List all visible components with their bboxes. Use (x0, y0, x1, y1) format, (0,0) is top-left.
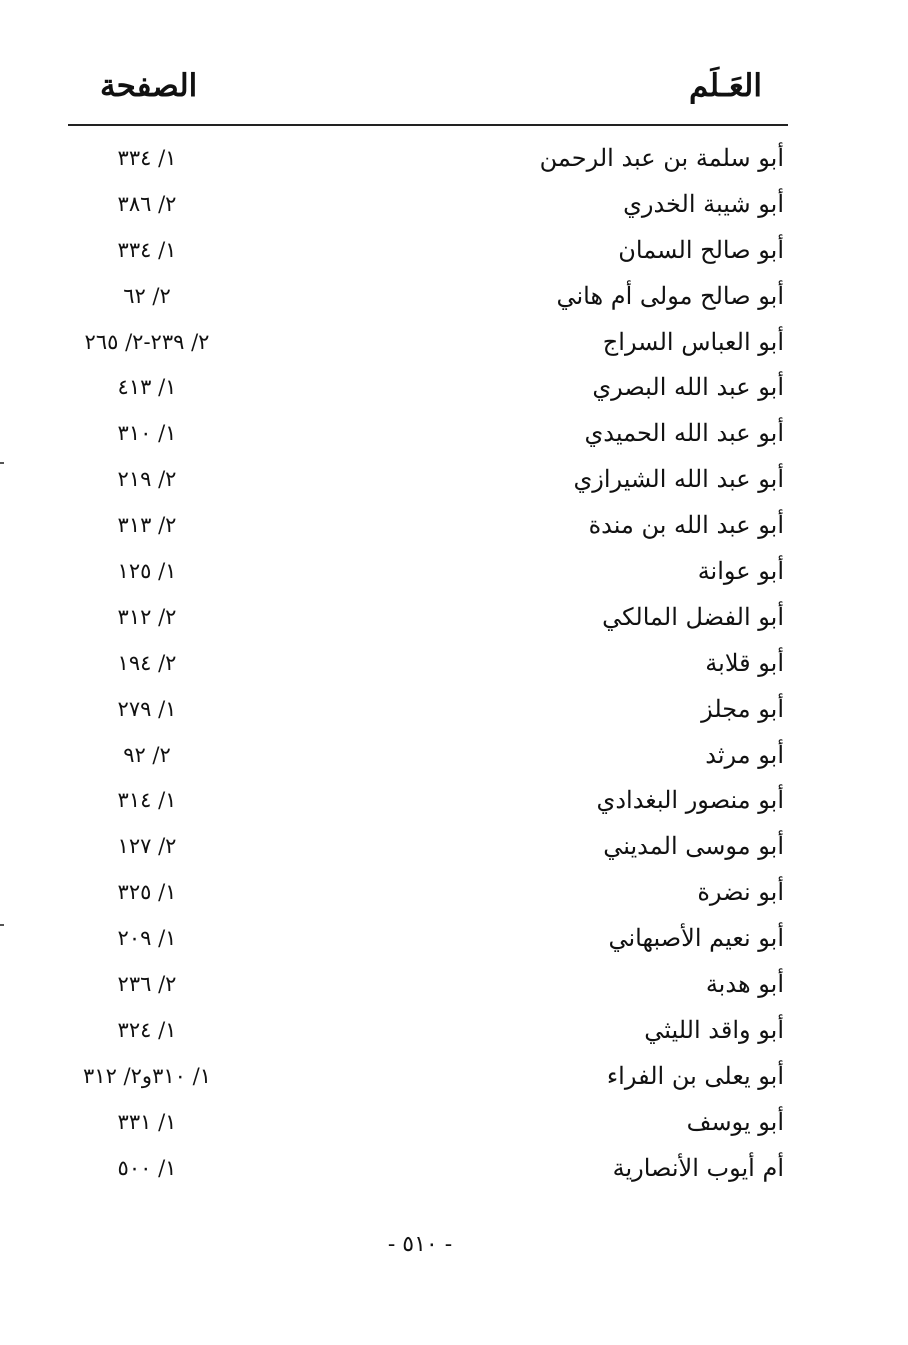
entry-page-ref: ٢/ ٣١٢ (117, 604, 177, 629)
entry-name: أبو مجلز (701, 694, 784, 723)
entry-page-ref: ١/ ٣٣٤ (117, 146, 177, 170)
header-divider (68, 124, 788, 126)
entry-name: أبو شيبة الخدري (623, 189, 784, 218)
index-entry (68, 1104, 788, 1150)
index-list (68, 140, 788, 1195)
entry-page-ref: ١/ ٤١٣ (117, 375, 177, 400)
entry-name: أبو يوسف (686, 1107, 784, 1136)
entry-name: أبو يعلى بن الفراء (606, 1061, 784, 1090)
index-entry (68, 599, 788, 645)
entry-name: أبو صالح السمان (618, 235, 784, 264)
index-entry (68, 324, 788, 370)
entry-page-ref: ٢/ ١٩٤ (117, 650, 177, 675)
entry-page-ref: ١/ ٣٣١ (117, 1109, 177, 1134)
entry-page-ref: ١/ ٣١٠و٢/ ٣١٢ (83, 1063, 211, 1088)
scan-edge-mark (0, 462, 4, 464)
entry-page-ref: ٢/ ٣٨٦ (117, 191, 177, 216)
entry-page-ref: ١/ ١٢٥ (117, 559, 177, 584)
index-entry (68, 232, 788, 278)
page-column-heading: الصفحة (100, 68, 198, 104)
entry-name: أبو عبد الله البصري (592, 373, 784, 402)
index-entry (68, 507, 788, 553)
index-entry (68, 874, 788, 920)
name-column-heading: العَـلَم (689, 68, 762, 104)
index-entry (68, 186, 788, 232)
index-entry (68, 828, 788, 874)
entry-page-ref: ١/ ٥٠٠ (117, 1155, 177, 1180)
entry-name: أبو واقد الليثي (644, 1015, 784, 1044)
entry-page-ref: ١/ ٣١٤ (117, 788, 177, 813)
entry-name: أبو قلابة (705, 648, 784, 677)
index-header (68, 62, 788, 124)
entry-name: أبو عبد الله الشيرازي (573, 465, 784, 494)
entry-name: أبو هدبة (705, 970, 784, 999)
index-entry (68, 1058, 788, 1104)
entry-name: أبو مرثد (705, 740, 784, 769)
entry-name: أبو العباس السراج (602, 327, 784, 356)
entry-name: أم أيوب الأنصارية (612, 1153, 784, 1182)
entry-page-ref: ٢/ ١٢٧ (117, 834, 177, 859)
index-entry (68, 461, 788, 507)
index-entry (68, 140, 788, 186)
entry-name: أبو نضرة (697, 878, 784, 907)
index-entry (68, 737, 788, 783)
index-entry (68, 645, 788, 691)
scan-edge-mark (0, 924, 4, 926)
entry-page-ref: ٢/ ٢١٩ (117, 467, 177, 492)
entry-page-ref: ١/ ٣٢٤ (117, 1017, 177, 1042)
entry-name: أبو موسى المديني (603, 832, 784, 861)
entry-page-ref: ٢/ ٢٣٩-٢/ ٢٦٥ (84, 329, 210, 354)
entry-page-ref: ١/ ٢٧٩ (117, 696, 177, 721)
entry-name: أبو منصور البغدادي (596, 786, 784, 815)
index-entry (68, 278, 788, 324)
entry-name: أبو عبد الله بن مندة (588, 511, 784, 540)
index-entry (68, 553, 788, 599)
index-entry (68, 691, 788, 737)
index-entry (68, 920, 788, 966)
entry-name: أبو نعيم الأصبهاني (608, 924, 784, 953)
index-entry (68, 369, 788, 415)
index-entry (68, 966, 788, 1012)
entry-name: أبو الفضل المالكي (602, 602, 784, 631)
entry-page-ref: ٢/ ٩٢ (123, 742, 171, 767)
index-entry (68, 782, 788, 828)
entry-page-ref: ١/ ٣١٠ (117, 421, 177, 446)
entry-page-ref: ٢/ ٢٣٦ (117, 972, 177, 997)
entry-name: أبو عبد الله الحميدي (584, 419, 784, 448)
entry-page-ref: ٢/ ٦٢ (123, 283, 171, 308)
index-entry (68, 1150, 788, 1196)
entry-name: أبو صالح مولى أم هاني (556, 281, 784, 310)
entry-page-ref: ١/ ٢٠٩ (117, 926, 177, 951)
entry-name: أبو سلمة بن عبد الرحمن (539, 144, 784, 172)
entry-page-ref: ١/ ٣٣٤ (117, 237, 177, 262)
index-entry (68, 1012, 788, 1058)
index-entry (68, 415, 788, 461)
entry-page-ref: ٢/ ٣١٣ (117, 513, 177, 538)
page-number: - ٥١٠ - (387, 1232, 453, 1257)
entry-page-ref: ١/ ٣٢٥ (117, 880, 177, 905)
entry-name: أبو عوانة (697, 557, 784, 586)
